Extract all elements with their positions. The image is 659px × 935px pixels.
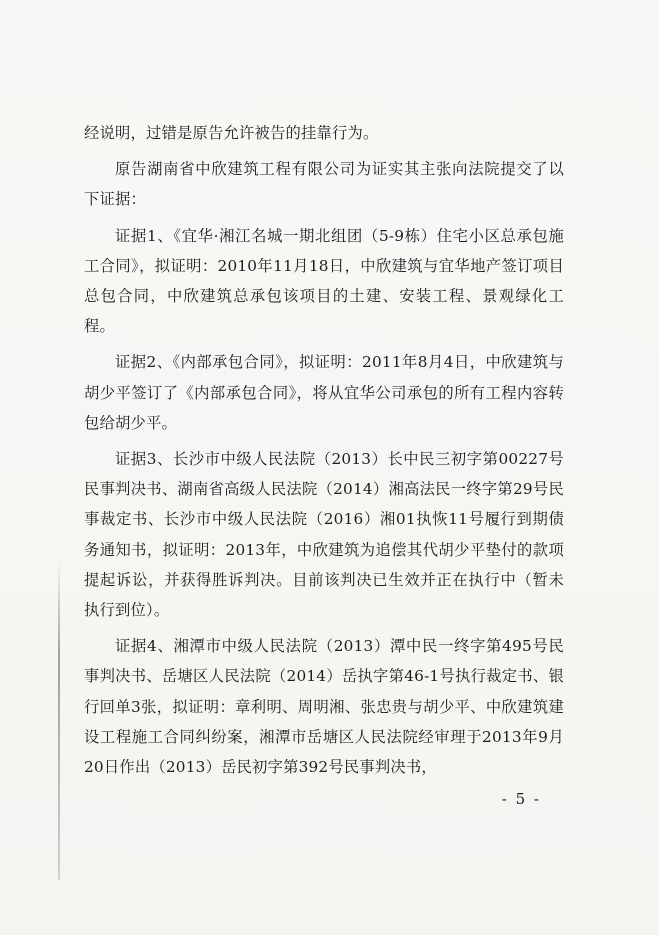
paragraph-evidence-2: 证据2、《内部承包合同》，拟证明：2011年8月4日，中欣建筑与胡少平签订了《内部承包合同》，将从宜华公司承包的所有工程内容转包给胡少平。 bbox=[84, 353, 564, 432]
paragraph-evidence-4: 证据4、湘潭市中级人民法院（2013）潭中民一终字第495号民事判决书、岳塘区人民法院（2014）岳执字第46-1号执行裁定书、银行回单3张，拟证明：章利明、周明湘、张忠贵与胡少平、中欣建筑建设工程施工合同纠纷案，湘潭市岳塘区人民法院经审理于2013年9月20日作出（2013）岳民初字第392号民事判决书， bbox=[84, 637, 564, 777]
paragraph-evidence-3: 证据3、长沙市中级人民法院（2013）长中民三初字第00227号民事判决书、湖南省高级人民法院（2014）湘高法民一终字第29号民事裁定书、长沙市中级人民法院（2016）湘01执恢11号履行到期债务通知书，拟证明：2013年，中欣建筑为追偿其代胡少平垫付的款项提起诉讼，并获得胜诉判决。目前该判决已生效并正在执行中（暂未执行到位）。 bbox=[84, 450, 564, 620]
paragraph-continuation: 经说明，过错是原告允许被告的挂靠行为。 bbox=[84, 124, 379, 142]
document-body bbox=[84, 118, 564, 782]
scan-shadow bbox=[58, 560, 60, 880]
paragraph-evidence-intro: 原告湖南省中欣建筑工程有限公司为证实其主张向法院提交了以下证据： bbox=[84, 160, 564, 209]
paragraph-evidence-1: 证据1、《宜华·湘江名城一期北组团（5-9栋）住宅小区总承包施工合同》，拟证明：2010年11月18日，中欣建筑与宜华地产签订项目总包合同，中欣建筑总承包该项目的土建、安装工程、景观绿化工程。 bbox=[84, 226, 564, 336]
page-number: - 5 - bbox=[501, 790, 541, 808]
